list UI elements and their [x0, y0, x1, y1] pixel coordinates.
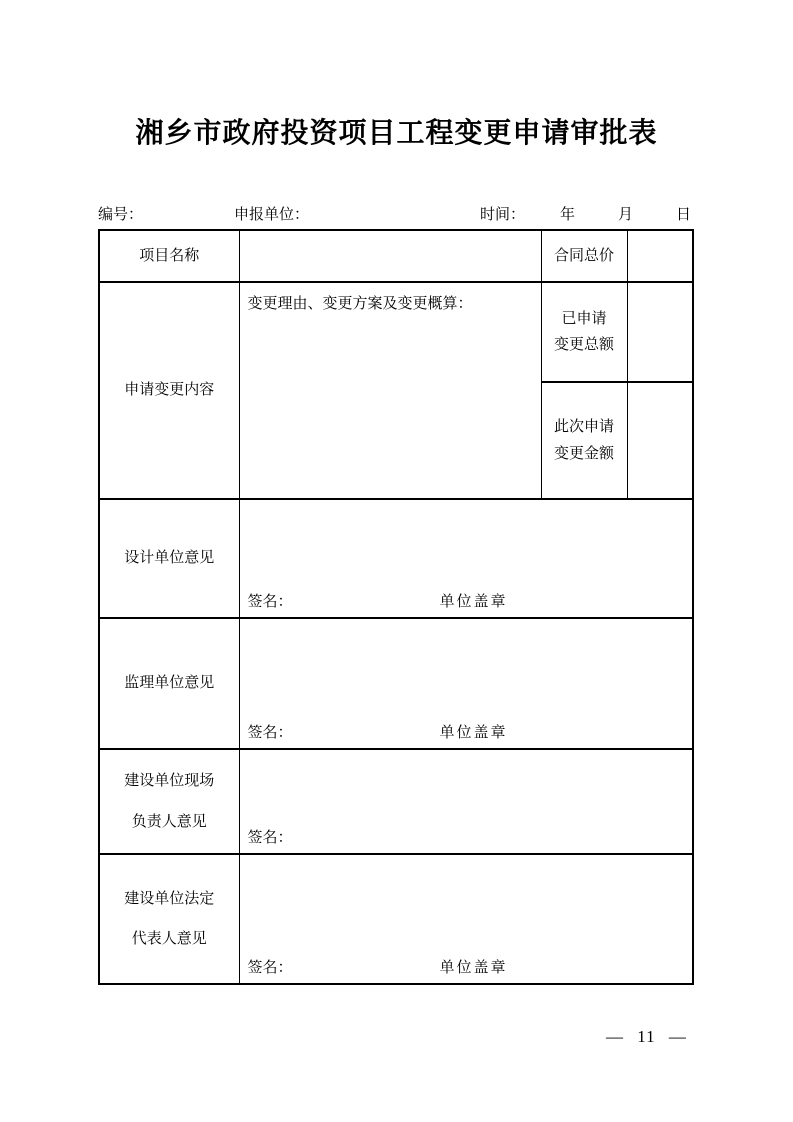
day-label: 日 [676, 207, 692, 223]
legal-rep-seal-label: 单位盖章 [439, 960, 508, 976]
design-seal-label: 单位盖章 [439, 594, 508, 610]
current-amount-label-cell [541, 382, 627, 499]
change-request-label-cell [99, 282, 239, 499]
supervision-unit-opinion-row [99, 618, 693, 749]
contract-total-value-cell [627, 230, 693, 282]
supervision-unit-opinion-label-cell [99, 618, 239, 749]
legal-rep-opinion-label-line2: 代表人意见 [131, 931, 207, 947]
legal-rep-opinion-label-cell [99, 854, 239, 984]
current-amount-value-cell [627, 382, 693, 499]
site-manager-opinion-label-line1: 建设单位现场 [124, 773, 215, 789]
supervision-seal-label: 单位盖章 [439, 725, 508, 741]
design-unit-opinion-label-cell [99, 499, 239, 618]
design-unit-opinion-label: 设计单位意见 [124, 550, 215, 567]
applied-total-value-cell [627, 282, 693, 382]
change-request-label: 申请变更内容 [124, 382, 215, 399]
supervision-sign-label: 签名： [247, 725, 293, 741]
design-sign-label: 签名： [247, 594, 293, 610]
site-manager-sign-label: 签名： [247, 830, 293, 846]
current-amount-label-line1: 此次申请 [553, 419, 614, 436]
applied-total-label-cell [541, 282, 627, 382]
year-label: 年 [560, 207, 576, 223]
legal-rep-opinion-label-line1: 建设单位法定 [124, 890, 215, 907]
project-name-label-cell [99, 230, 239, 282]
legal-rep-opinion-row [99, 854, 693, 984]
design-unit-opinion-content-cell [239, 499, 693, 618]
page-title: 湘乡市政府投资项目工程变更申请审批表 [135, 118, 658, 149]
contract-total-label: 合同总价 [553, 247, 614, 264]
applied-total-label-line1: 已申请 [561, 310, 607, 327]
form-number-label: 编号： [98, 207, 144, 223]
project-name-row [99, 230, 693, 282]
project-name-label: 项目名称 [139, 247, 200, 264]
change-request-row [99, 282, 693, 382]
contract-total-label-cell [541, 230, 627, 282]
site-manager-opinion-label-line2: 负责人意见 [131, 813, 207, 830]
supervision-unit-opinion-content-cell [239, 618, 693, 749]
time-label: 时间： [480, 207, 526, 223]
month-label: 月 [618, 207, 634, 223]
project-name-value-cell [239, 230, 541, 282]
applied-total-label-line2: 变更总额 [553, 337, 614, 353]
design-unit-opinion-row [99, 499, 693, 618]
form-meta-row [0, 203, 793, 229]
site-manager-opinion-content-cell [239, 749, 693, 854]
change-content-heading: 变更理由、变更方案及变更概算： [247, 296, 473, 312]
site-manager-opinion-label-cell [99, 749, 239, 854]
change-content-cell [239, 282, 541, 499]
supervision-unit-opinion-label: 监理单位意见 [124, 675, 215, 692]
approval-form-table [98, 229, 694, 985]
site-manager-opinion-row [99, 749, 693, 854]
declaring-unit-label: 申报单位： [234, 207, 310, 223]
page-number: — 11 — [606, 1027, 687, 1046]
legal-rep-sign-label: 签名： [247, 960, 293, 976]
current-amount-label-line2: 变更金额 [553, 445, 614, 462]
legal-rep-opinion-content-cell [239, 854, 693, 984]
